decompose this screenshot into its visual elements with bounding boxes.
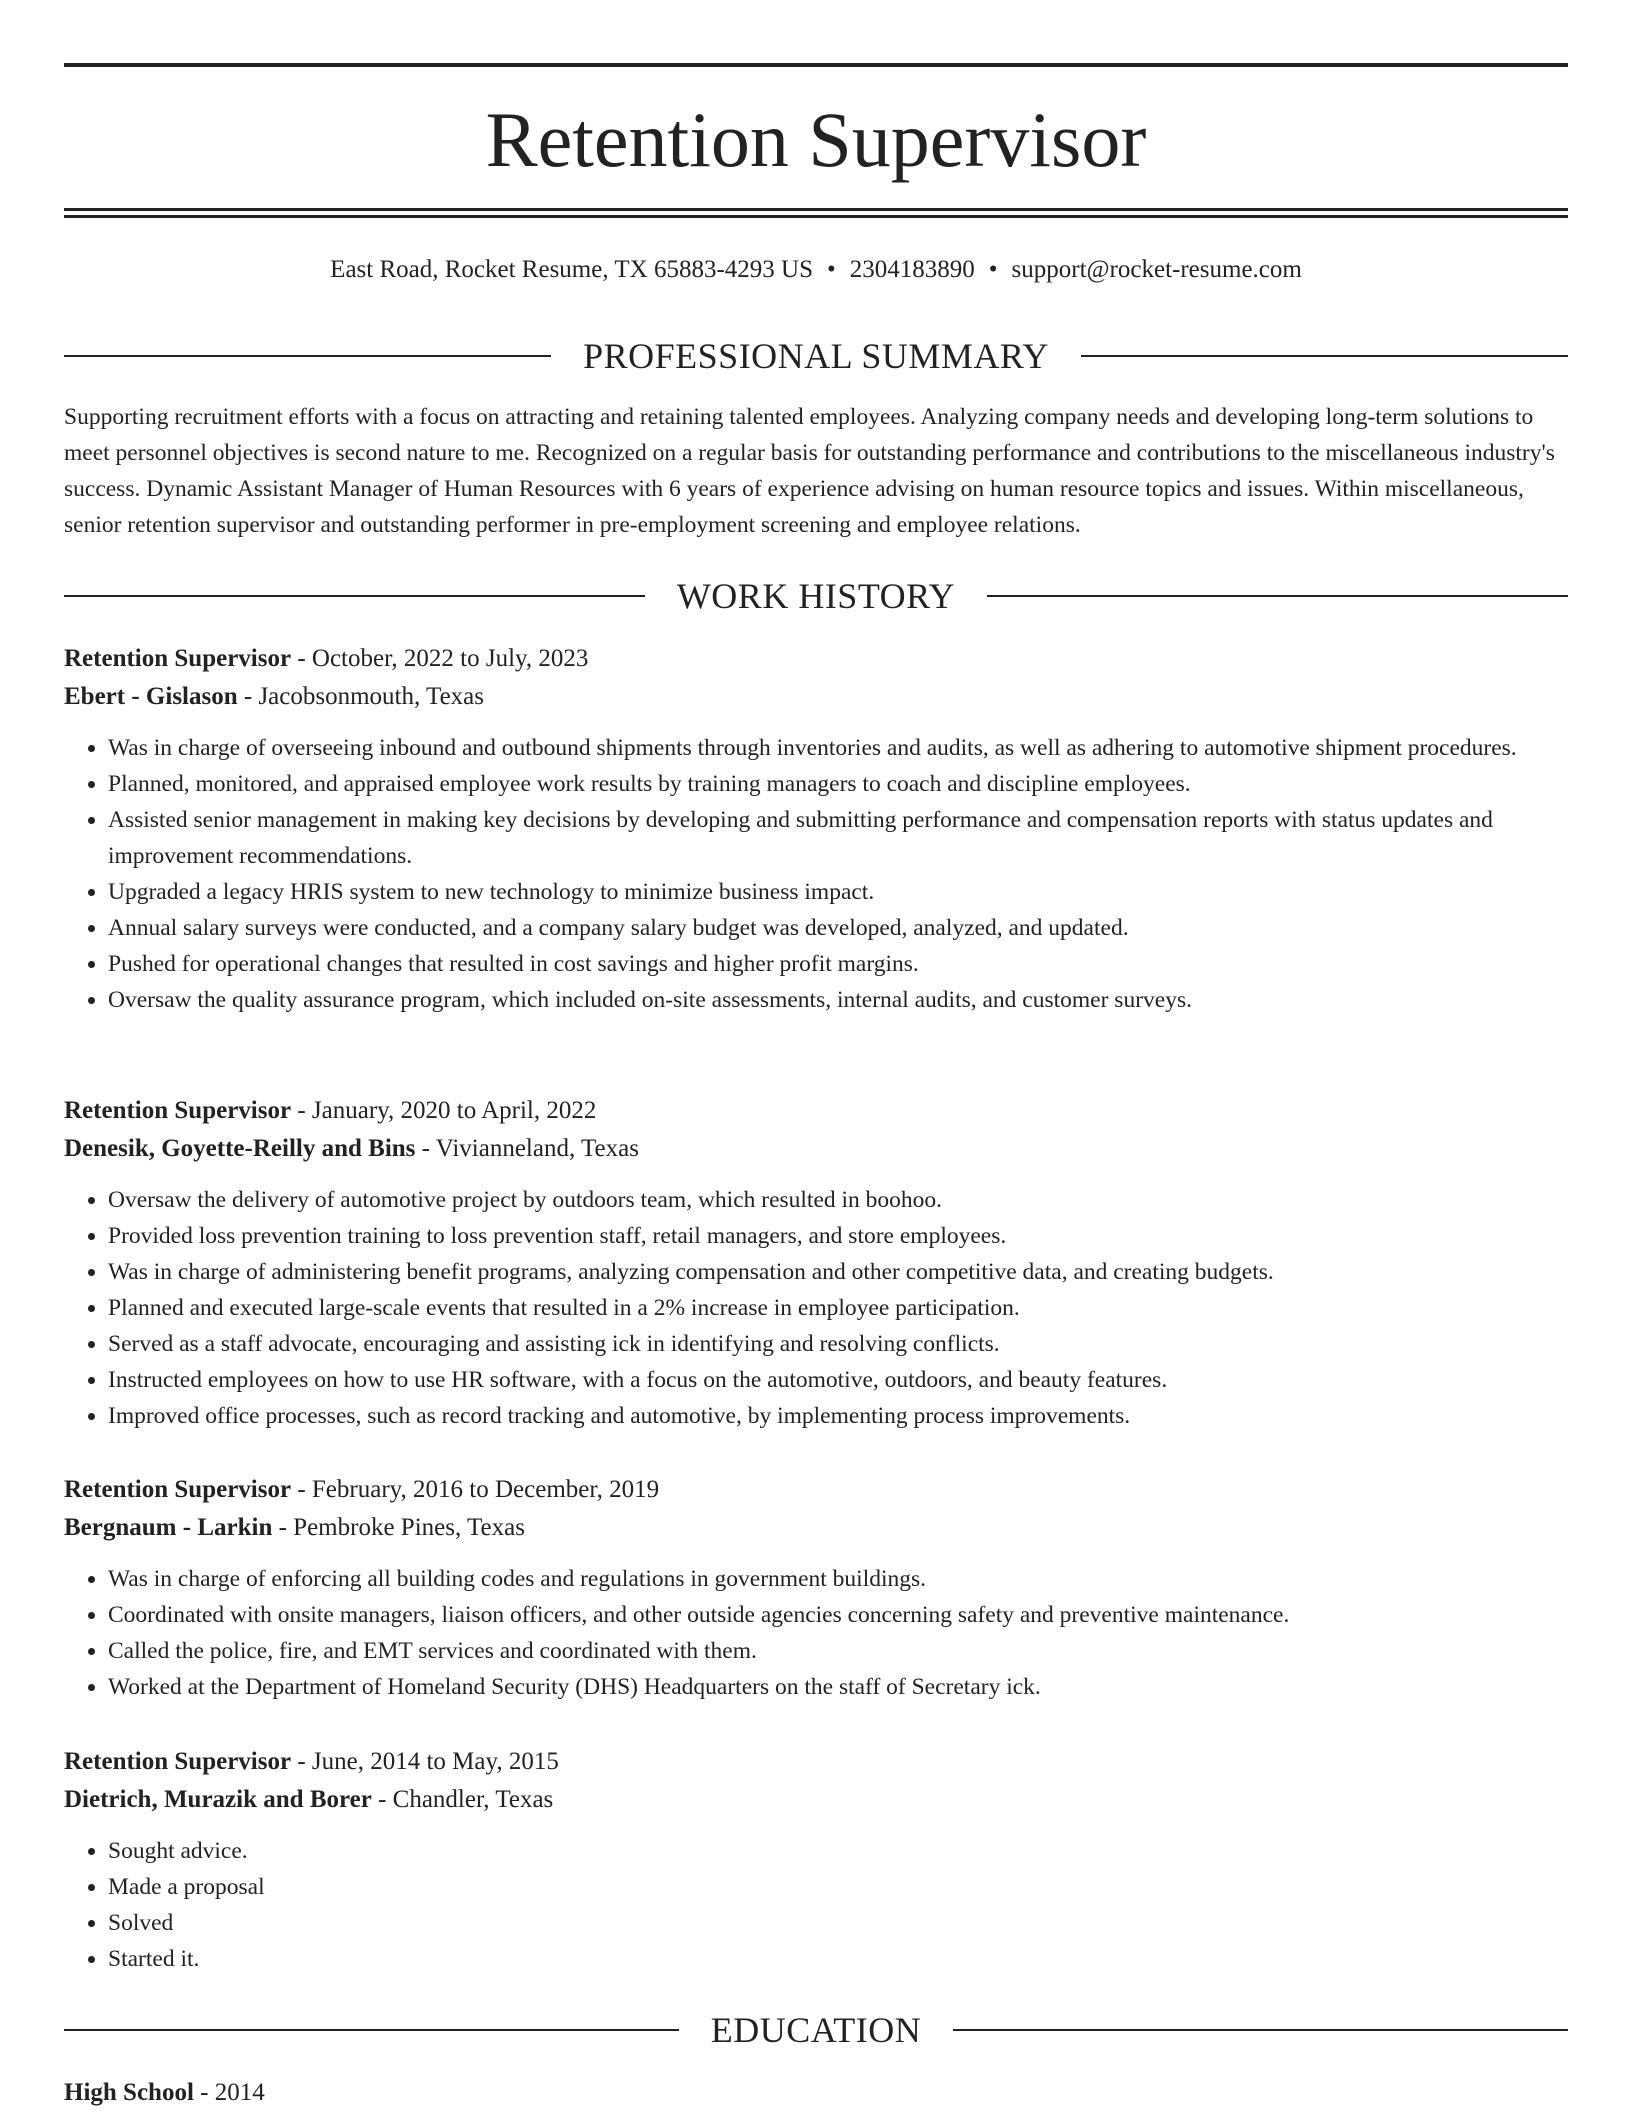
job-entry (64, 1471, 1568, 1705)
job-company: Denesik, Goyette-Reilly and Bins (64, 1135, 416, 1162)
job-duties-list (64, 1182, 1568, 1434)
job-dates: - October, 2022 to July, 2023 (291, 645, 589, 672)
job-company-line (64, 1509, 1568, 1547)
contact-separator: • (988, 256, 998, 283)
section-rule-right (1081, 355, 1568, 357)
job-role: Retention Supervisor (64, 1476, 292, 1503)
duty-item: • Sought advice. (108, 1833, 1568, 1869)
duty-item: • Called the police, fire, and EMT services and coordinated with them. (108, 1633, 1568, 1669)
education-entry (64, 2074, 1568, 2112)
section-rule-right (953, 2029, 1568, 2031)
duty-item: • Improved office processes, such as record tracking and automotive, by implementing process improvements. (108, 1398, 1568, 1434)
section-rule-left (64, 595, 645, 597)
duty-item: • Solved (108, 1905, 1568, 1941)
duty-item: • Planned and executed large-scale events that resulted in a 2% increase in employee participation. (108, 1290, 1568, 1326)
contact-address: East Road, Rocket Resume, TX 65883-4293 US (330, 256, 813, 283)
duty-item: • Oversaw the quality assurance program, which included on-site assessments, internal audits, and customer surveys. (108, 982, 1568, 1018)
job-location: - Pembroke Pines, Texas (272, 1514, 525, 1541)
job-location: - Vivianneland, Texas (415, 1135, 639, 1162)
resume-title: Retention Supervisor (485, 96, 1147, 183)
job-duties-list (64, 1561, 1568, 1705)
duty-item: • Coordinated with onsite managers, liaison officers, and other outside agencies concerning safety and preventive maintenance. (108, 1597, 1568, 1633)
section-rule-left (64, 2029, 679, 2031)
duty-item: • Was in charge of administering benefit programs, analyzing compensation and other competitive data, and creating budgets. (108, 1254, 1568, 1290)
duty-item: • Assisted senior management in making key decisions by developing and submitting performance and compensation reports with status updates and improvement recommendations. (108, 802, 1568, 874)
duty-item: • Started it. (108, 1941, 1568, 1977)
duty-item: • Was in charge of overseeing inbound and outbound shipments through inventories and audits, as well as adhering to automotive shipment procedures. (108, 730, 1568, 766)
education-year: - 2014 (193, 2079, 265, 2106)
job-dates: - February, 2016 to December, 2019 (291, 1476, 660, 1503)
job-dates: - June, 2014 to May, 2015 (291, 1748, 559, 1775)
job-duties-list (64, 1833, 1568, 1977)
job-company: Ebert - Gislason (64, 683, 238, 710)
job-company-line (64, 678, 1568, 716)
job-company-line (64, 1781, 1568, 1819)
top-rule (64, 63, 1568, 67)
job-title-line (64, 1471, 1568, 1509)
job-title-line (64, 640, 1568, 678)
contact-email: support@rocket-resume.com (1011, 256, 1302, 283)
duty-item: • Worked at the Department of Homeland Security (DHS) Headquarters on the staff of Secretary ick. (108, 1669, 1568, 1705)
duty-item: • Upgraded a legacy HRIS system to new technology to minimize business impact. (108, 874, 1568, 910)
duty-item: • Pushed for operational changes that resulted in cost savings and higher profit margins. (108, 946, 1568, 982)
section-title: WORK HISTORY (676, 576, 956, 616)
professional-summary-text: Supporting recruitment efforts with a focus on attracting and retaining talented employees. Analyzing company needs and developing long-term solutions to meet personnel objectives is second nature to me. Recognized on a regular basis for outstanding performance and contributions to the miscellaneous industry's success. Dynamic Assistant Manager of Human Resources with 6 years of experience advising on human resource topics and issues. Within miscellaneous, senior retention supervisor and outstanding performer in pre-employment screening and employee relations. (64, 404, 1555, 538)
duty-item: • Provided loss prevention training to loss prevention staff, retail managers, and store employees. (108, 1218, 1568, 1254)
job-company: Dietrich, Murazik and Borer (64, 1786, 372, 1813)
job-location: - Chandler, Texas (371, 1786, 554, 1813)
section-rule-right (987, 595, 1568, 597)
education-school: High School (64, 2079, 194, 2106)
contact-separator: • (827, 256, 836, 283)
job-title-line (64, 1092, 1568, 1130)
contact-line (64, 252, 1568, 288)
job-location: - Jacobsonmouth, Texas (237, 683, 484, 710)
job-title-line (64, 1743, 1568, 1781)
job-duties-list (64, 730, 1568, 1018)
job-company: Bergnaum - Larkin (64, 1514, 273, 1541)
section-heading-education (64, 2008, 1568, 2052)
section-heading-summary (64, 334, 1568, 378)
duty-item: • Was in charge of enforcing all building codes and regulations in government buildings. (108, 1561, 1568, 1597)
duty-item: • Oversaw the delivery of automotive project by outdoors team, which resulted in boohoo. (108, 1182, 1568, 1218)
job-company-line (64, 1130, 1568, 1168)
duty-item: • Planned, monitored, and appraised employee work results by training managers to coach and discipline employees. (108, 766, 1568, 802)
contact-phone: 2304183890 (849, 256, 975, 283)
job-entry (64, 1743, 1568, 1977)
job-role: Retention Supervisor (64, 1097, 292, 1124)
job-entry (64, 640, 1568, 1018)
section-title: PROFESSIONAL SUMMARY (583, 336, 1049, 376)
job-role: Retention Supervisor (64, 645, 292, 672)
section-heading-work-history (64, 574, 1568, 618)
duty-item: • Instructed employees on how to use HR software, with a focus on the automotive, outdoors, and beauty features. (108, 1362, 1568, 1398)
duty-item: • Served as a staff advocate, encouraging and assisting ick in identifying and resolving conflicts. (108, 1326, 1568, 1362)
job-dates: - January, 2020 to April, 2022 (291, 1097, 597, 1124)
job-entry (64, 1092, 1568, 1434)
duty-item: • Annual salary surveys were conducted, and a company salary budget was developed, analyzed, and updated. (108, 910, 1568, 946)
title-double-rule (64, 208, 1568, 218)
job-role: Retention Supervisor (64, 1748, 292, 1775)
section-title: EDUCATION (710, 2010, 922, 2050)
section-rule-left (64, 355, 551, 357)
duty-item: • Made a proposal (108, 1869, 1568, 1905)
